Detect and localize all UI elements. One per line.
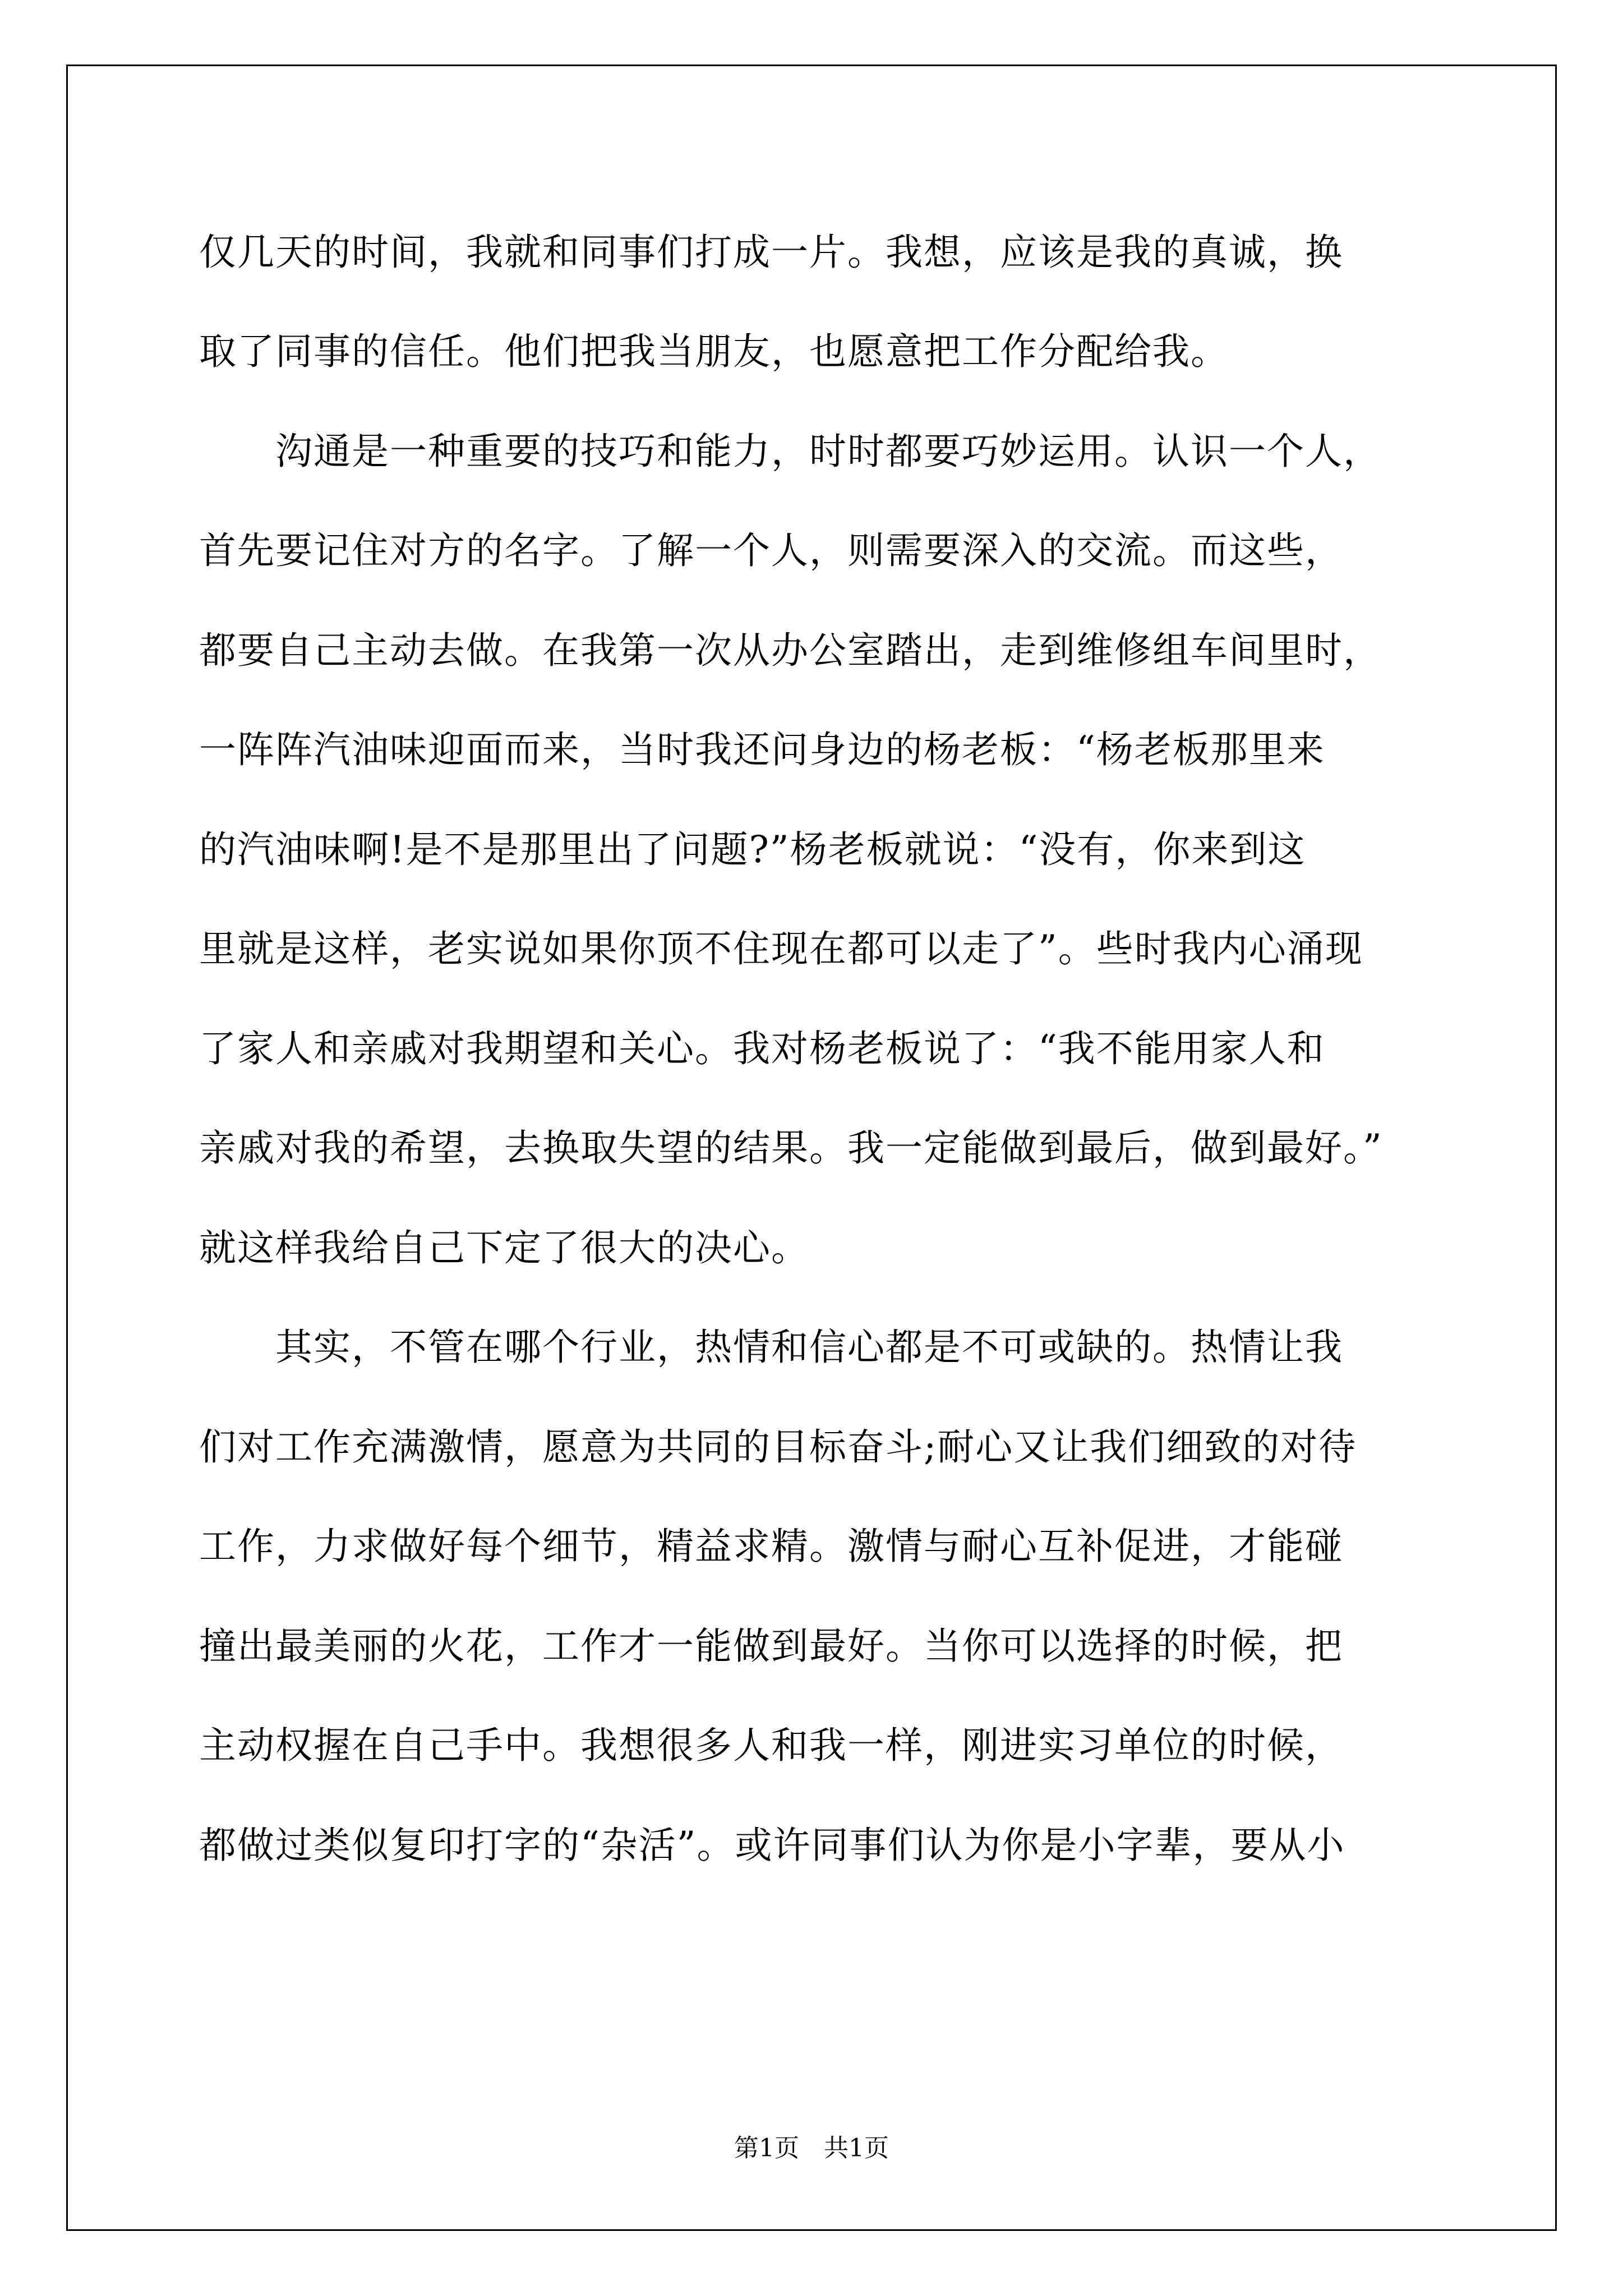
text-line: 主动权握在自己手中。我想很多人和我一样，刚进实习单位的时候， <box>199 1724 1343 1767</box>
text-line: 沟通是一种重要的技巧和能力，时时都要巧妙运用。认识一个人， <box>199 430 1381 473</box>
text-line: 就这样我给自己下定了很大的决心。 <box>199 1226 809 1269</box>
page-footer <box>0 2132 1623 2165</box>
text-line: 一阵阵汽油味迎面而来，当时我还问身边的杨老板：“杨老板那里来 <box>199 728 1325 771</box>
text-line: 都要自己主动去做。在我第一次从办公室踏出，走到维修组车间里时， <box>199 629 1381 672</box>
text-line: 其实，不管在哪个行业，热情和信心都是不可或缺的。热情让我 <box>199 1326 1343 1369</box>
text-line: 仅几天的时间，我就和同事们打成一片。我想，应该是我的真诚，换 <box>199 231 1343 274</box>
text-line: 撞出最美丽的火花，工作才一能做到最好。当你可以选择的时候，把 <box>199 1625 1343 1668</box>
text-line: 都做过类似复印打字的“杂活”。或许同事们认为你是小字辈，要从小 <box>199 1824 1345 1867</box>
text-line: 的汽油味啊!是不是那里出了问题?”杨老板就说：“没有，你来到这 <box>199 828 1306 871</box>
text-line: 亲戚对我的希望，去换取失望的结果。我一定能做到最后，做到最好。” <box>199 1126 1383 1170</box>
text-line: 里就是这样，老实说如果你顶不住现在都可以走了”。些时我内心涌现 <box>199 927 1363 970</box>
text-line: 工作，力求做好每个细节，精益求精。激情与耐心互补促进，才能碰 <box>199 1525 1343 1568</box>
text-line: 首先要记住对方的名字。了解一个人，则需要深入的交流。而这些， <box>199 529 1343 572</box>
text-line: 们对工作充满激情，愿意为共同的目标奋斗;耐心又让我们细致的对待 <box>199 1425 1357 1469</box>
text-line: 取了同事的信任。他们把我当朋友，也愿意把工作分配给我。 <box>199 330 1229 373</box>
text-line: 了家人和亲戚对我期望和关心。我对杨老板说了：“我不能用家人和 <box>199 1027 1325 1070</box>
page-total: 共1页 <box>824 2134 889 2162</box>
page-number: 第1页 <box>734 2134 799 2162</box>
